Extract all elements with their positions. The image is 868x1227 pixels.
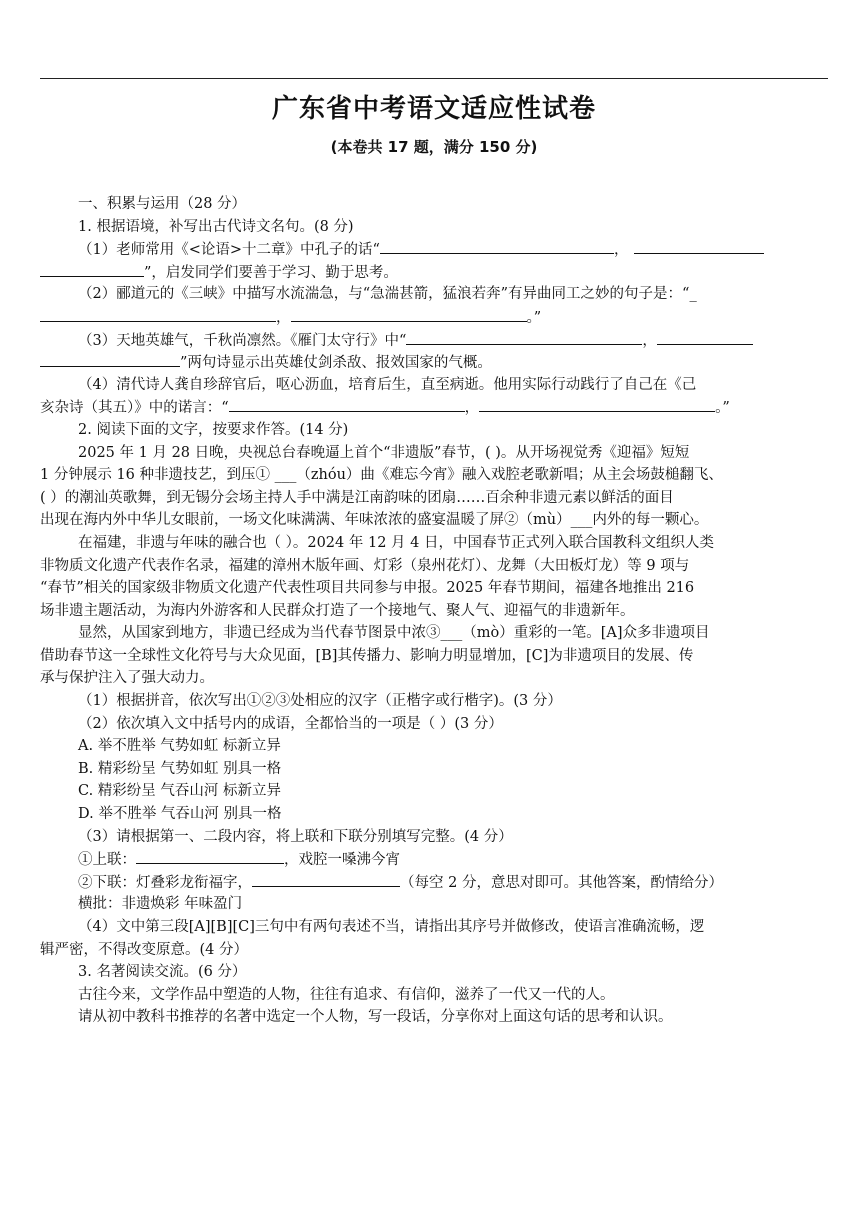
page-subtitle: (本卷共 17 题，满分 150 分): [330, 138, 538, 156]
q1-part2-line2: ， 。”: [40, 306, 828, 329]
q2-lower-couplet: ②下联：灯叠彩龙衔福字， （每空 2 分，意思对即可。其他答案，酌情给分）: [40, 871, 828, 894]
q2-para2-line: “春节”相关的国家级非物质文化遗产代表性项目共同参与申报。2025 年春节期间，福建各地推出 216: [40, 580, 695, 597]
q2-para3-line: 显然，从国家到地方，非遗已经成为当代春节图景中浓③___（mò）重彩的一笔。[A]众多非遗项目: [78, 625, 710, 642]
q1-part2-line1: （2）郦道元的《三峡》中描写水流湍急，与“急湍甚箭，猛浪若奔”有异曲同工之妙的句子是：“_: [78, 286, 697, 303]
answer-blank[interactable]: [136, 848, 284, 864]
answer-blank[interactable]: [229, 396, 465, 412]
q2-sub2: （2）依次填入文中括号内的成语，全都恰当的一项是（ ）(3 分）: [78, 715, 503, 732]
q2-para3-line: 承与保护注入了强大动力。: [40, 670, 214, 687]
q2-sub4-line1: （4）文中第三段[A][B][C]三句中有两句表述不当，请指出其序号并做修改，使语言准确流畅，逻: [78, 919, 705, 935]
answer-blank[interactable]: [252, 871, 400, 887]
q2-upper-couplet: ①上联： ，戏腔一嗓沸今宵: [40, 848, 828, 871]
q2-para1-line: ( ）的潮汕英歌舞，到无锡分会场主持人手中满是江南韵味的团扇……百余种非遗元素以鲜活的面目: [40, 489, 674, 506]
q1-part1-line1: （1）老师常用《<论语>十二章》中孔子的话“ ，: [40, 238, 828, 261]
q2-option-b[interactable]: B. 精彩纷呈 气势如虹 别具一格: [78, 760, 282, 777]
answer-blank[interactable]: [291, 306, 527, 322]
q1-part3-line1: （3）天地英雄气，千秋尚凛然。《雁门太守行》中“ ，: [40, 329, 828, 352]
answer-blank[interactable]: [380, 238, 614, 254]
q2-banner: 横批：非遗焕彩 年味盈门: [78, 896, 243, 913]
answer-blank[interactable]: [634, 238, 764, 254]
q2-para2-line: 非物质文化遗产代表作名录，福建的漳州木版年画、灯彩（泉州花灯）、龙舞（大田板灯龙）等 9 项与: [40, 557, 690, 574]
q1-stem: 1. 根据语境，补写出古代诗文名句。(8 分): [78, 218, 354, 235]
section-heading: 一、积累与运用（28 分）: [78, 196, 247, 212]
answer-blank[interactable]: [40, 351, 180, 367]
q2-option-a[interactable]: A. 举不胜举 气势如虹 标新立异: [78, 738, 281, 755]
q2-para2-line: 场非遗主题活动，为海内外游客和人民群众打造了一个接地气、聚人气、迎福气的非遗新年。: [40, 602, 635, 619]
q2-para1-line: 2025 年 1 月 28 日晚，央视总台春晚逼上首个“非遗版”春节，( )。从开场视觉秀《迎福》短短: [78, 444, 690, 461]
q3-line1: 古往今来，文学作品中塑造的人物，往往有追求、有信仰，滋养了一代又一代的人。: [78, 986, 615, 1003]
answer-blank[interactable]: [406, 329, 642, 345]
top-divider: [40, 78, 828, 79]
q2-sub1: （1）根据拼音，依次写出①②③处相应的汉字（正楷字或行楷字)。(3 分）: [78, 693, 562, 710]
q2-para1-line: 1 分钟展示 16 种非遗技艺，到压① ___（zhóu）曲《难忘今宵》融入戏腔老歌新唱；从主会场鼓槌翻飞、: [40, 467, 723, 484]
q2-option-d[interactable]: D. 举不胜举 气吞山河 别具一格: [78, 806, 282, 823]
q1-part4-line1: （4）清代诗人龚自珍辞官后，呕心沥血，培育后生，直至病逝。他用实际行动践行了自己在《己: [78, 376, 697, 393]
q2-para1-line: 出现在海内外中华儿女眼前，一场文化味满满、年味浓浓的盛宴温暖了屏②（mù）___内外的每一颗心。: [40, 512, 709, 529]
q2-option-c[interactable]: C. 精彩纷呈 气吞山河 标新立异: [78, 783, 282, 800]
q1-part3-line2: ”两句诗显示出英雄仗剑杀敌、报效国家的气概。: [40, 351, 828, 374]
answer-blank[interactable]: [40, 306, 276, 322]
q2-para3-line: 借助春节这一全球性文化符号与大众见面，[B]其传播力、影响力明显增加，[C]为非遗项目的发展、传: [40, 647, 694, 664]
answer-blank[interactable]: [40, 261, 144, 277]
answer-blank[interactable]: [657, 329, 753, 345]
q2-sub3: （3）请根据第一、二段内容，将上联和下联分别填写完整。(4 分）: [78, 828, 513, 845]
q1-part4-line2: 亥杂诗（其五）》中的诺言：“ ， 。”: [40, 396, 828, 419]
q2-stem: 2. 阅读下面的文字，按要求作答。(14 分): [78, 421, 349, 438]
q1-part1-line2: ”，启发同学们要善于学习、勤于思考。: [40, 261, 828, 284]
q2-sub4-line2: 辑严密，不得改变原意。(4 分）: [40, 941, 248, 958]
exam-body: [40, 193, 828, 1029]
q3-line2: 请从初中教科书推荐的名著中选定一个人物，写一段话，分享你对上面这句话的思考和认识。: [78, 1009, 673, 1026]
q2-para2-line: 在福建，非遗与年味的融合也（ ）。2024 年 12 月 4 日，中国春节正式列入联合国教科文组织人类: [78, 534, 714, 551]
q3-stem: 3. 名著阅读交流。(6 分）: [78, 964, 247, 981]
answer-blank[interactable]: [479, 396, 715, 412]
page-title: 广东省中考语文适应性试卷: [271, 94, 596, 124]
